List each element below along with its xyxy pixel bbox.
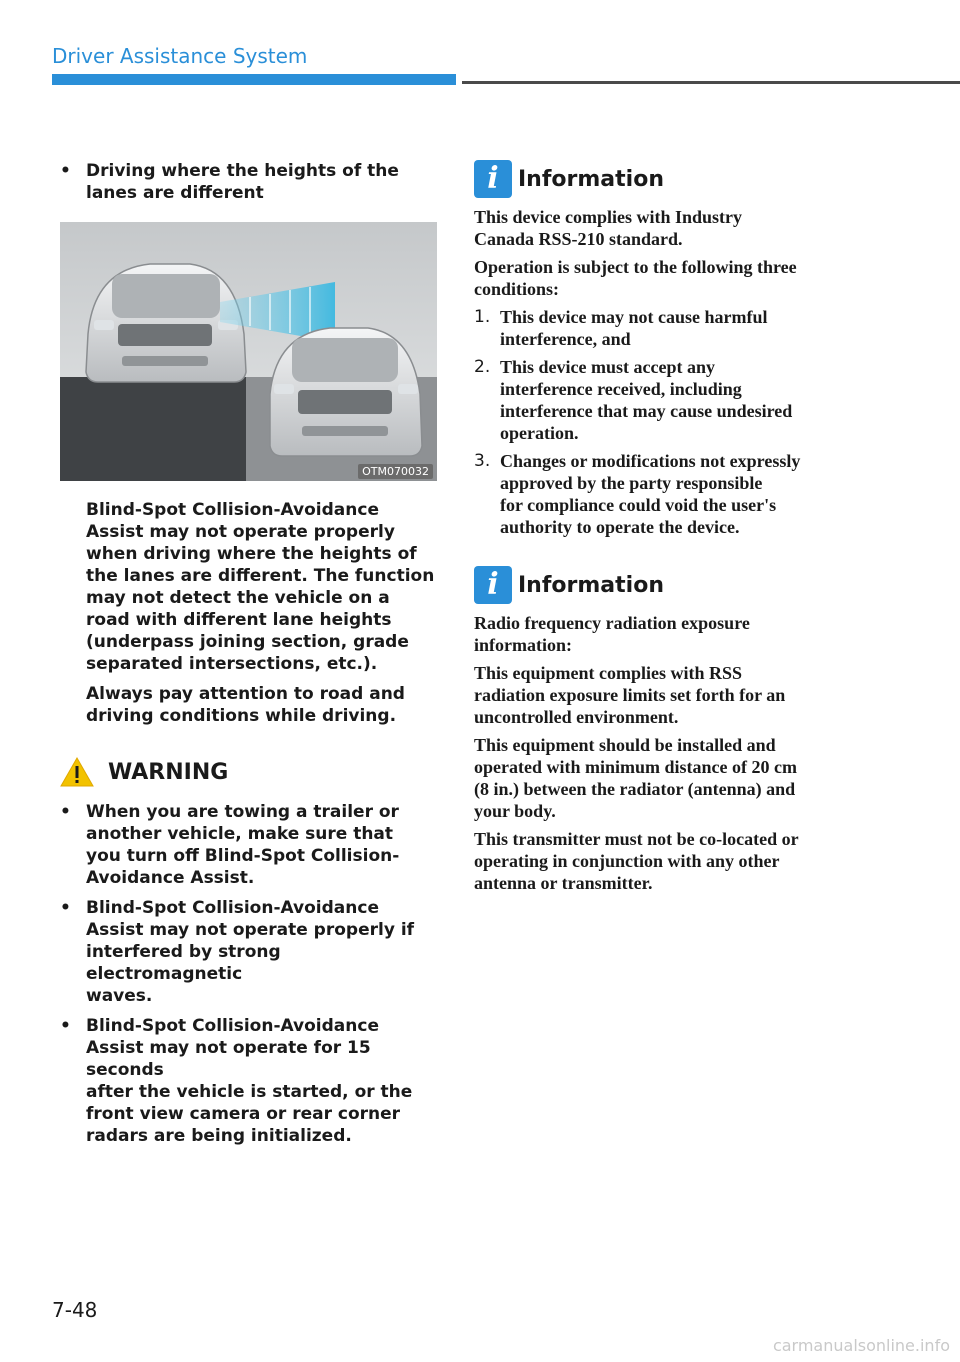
- warning-triangle-icon: [60, 757, 94, 787]
- warning-item: [60, 1015, 440, 1147]
- bullet-item: [60, 160, 440, 204]
- info-title: Information: [518, 166, 664, 192]
- warning-item-text: Blind-Spot Collision-Avoidance Assist may not operate for 15 seconds after the vehicle is started, or the front view camera or rear corner radars are being initialized.: [86, 1016, 413, 1146]
- attention-paragraph: Always pay attention to road and driving conditions while driving.: [86, 684, 405, 726]
- watermark: carmanualsonline.info: [772, 1336, 950, 1355]
- warning-item: [60, 897, 440, 1007]
- warning-heading: [60, 757, 440, 787]
- info-paragraph: This device complies with Industry Canada RSS-210 standard.: [474, 207, 743, 249]
- bullet-text: Driving where the heights of the lanes are different: [86, 161, 399, 203]
- figure-code: OTM070032: [358, 464, 433, 479]
- info-paragraph: Operation is subject to the following three conditions:: [474, 257, 797, 299]
- info-icon: i: [474, 566, 512, 604]
- item-number: 3.: [474, 451, 491, 471]
- info-paragraph: This transmitter must not be co-located or operating in conjunction with any other antenna or transmitter.: [474, 829, 799, 893]
- item-number: 2.: [474, 357, 491, 377]
- section-title: Driver Assistance System: [52, 44, 308, 68]
- info-paragraph: This equipment complies with RSS radiation exposure limits set forth for an uncontrolled environment.: [474, 663, 786, 727]
- item-text: This device may not cause harmful interference, and: [500, 307, 768, 349]
- lane-height-paragraph: Blind-Spot Collision-Avoidance Assist may not operate properly when driving where the heights of the lanes are different. The function may not detect the vehicle on a road with different lane heights (underpass joining section, grade separated intersections, etc.).: [86, 500, 435, 674]
- page-number: 7-48: [52, 1298, 98, 1322]
- warning-item-text: Blind-Spot Collision-Avoidance Assist may not operate properly if interfered by strong electromagnetic waves.: [86, 898, 415, 1006]
- info-heading: [474, 566, 904, 604]
- warning-title: WARNING: [108, 759, 229, 785]
- raised-lane: [60, 377, 246, 481]
- info-title: Information: [518, 572, 664, 598]
- bullet-dot: •: [60, 161, 71, 181]
- right-column: [474, 160, 904, 900]
- numbered-item: [474, 450, 904, 538]
- item-text: This device must accept any interference received, including interference that may cause undesired operation.: [500, 357, 793, 443]
- numbered-item: [474, 356, 904, 444]
- left-column: [60, 160, 440, 1147]
- info-icon: i: [474, 160, 512, 198]
- figure-lane-heights: [60, 222, 437, 481]
- info-paragraph: This equipment should be installed and operated with minimum distance of 20 cm (8 in.) between the radiator (antenna) and your body.: [474, 735, 797, 821]
- figure-illustration: [60, 222, 437, 481]
- bullet-dot: •: [60, 898, 71, 918]
- item-text: Changes or modifications not expressly approved by the party responsible for compliance could void the user's authority to operate the device.: [500, 451, 801, 537]
- upper-car-drawing: [86, 264, 246, 382]
- header-rule: [462, 81, 960, 84]
- info-paragraph: Radio frequency radiation exposure information:: [474, 613, 750, 655]
- warning-item-text: When you are towing a trailer or another vehicle, make sure that you turn off Blind-Spot Collision- Avoidance Assist.: [86, 802, 400, 888]
- header-accent-bar: [52, 74, 456, 85]
- warning-item: [60, 801, 440, 889]
- bullet-dot: •: [60, 802, 71, 822]
- bullet-dot: •: [60, 1016, 71, 1036]
- numbered-item: [474, 306, 904, 350]
- info-heading: [474, 160, 904, 198]
- item-number: 1.: [474, 307, 491, 327]
- lower-car-drawing: [270, 328, 422, 456]
